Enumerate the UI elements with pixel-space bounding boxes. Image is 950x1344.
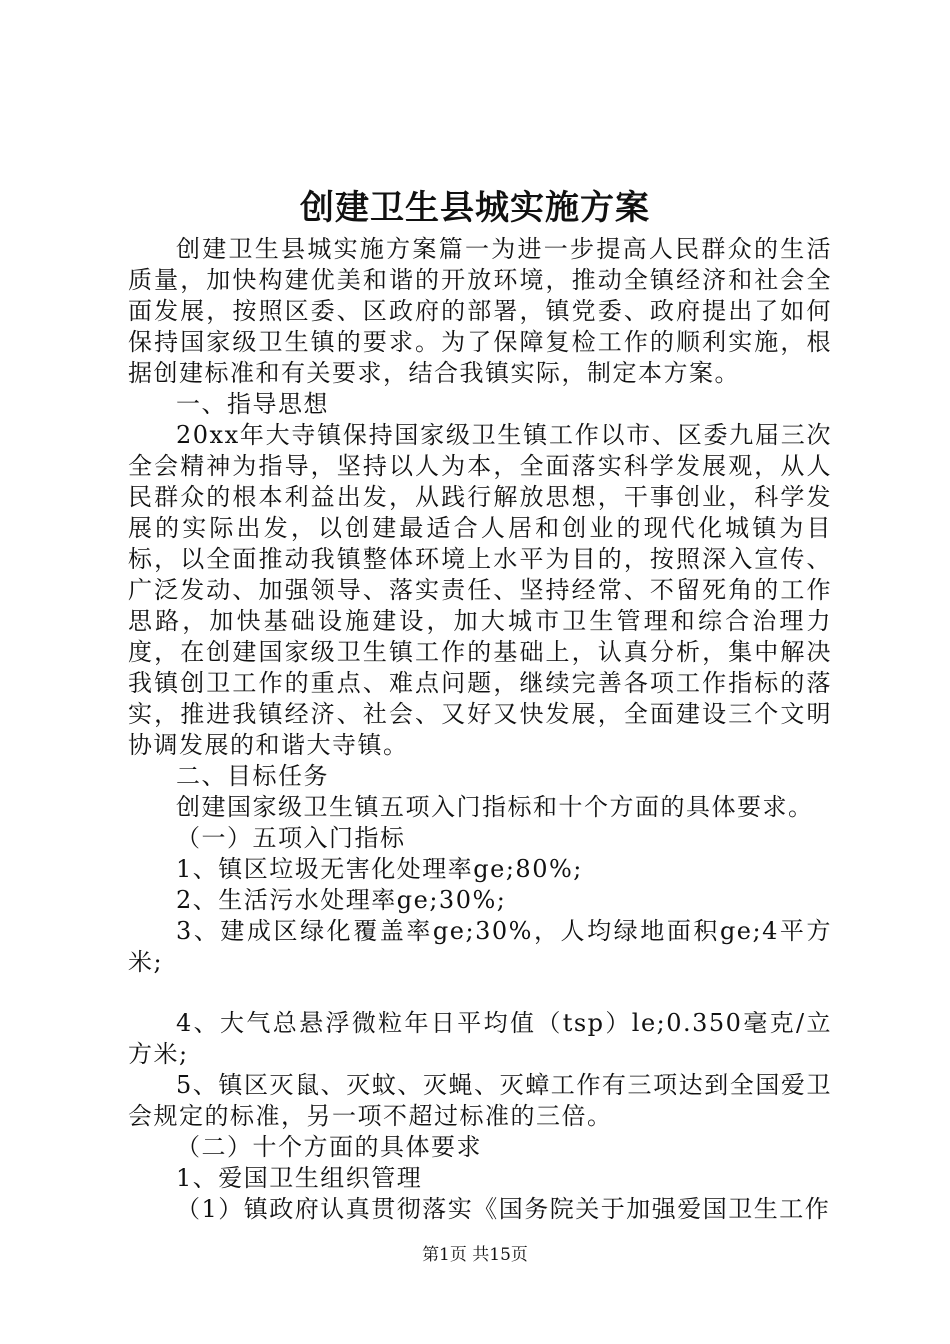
document-title: 创建卫生县城实施方案 xyxy=(300,188,650,228)
list-item-indicator-5: 5、镇区灭鼠、灭蚊、灭蝇、灭蟑工作有三项达到全国爱卫会规定的标准，另一项不超过标准的三倍。 xyxy=(128,1071,832,1130)
list-item-indicator-2: 2、生活污水处理率ge;30%; xyxy=(176,886,507,914)
paragraph-intro: 创建卫生县城实施方案篇一为进一步提高人民群众的生活质量，加快构建优美和谐的开放环境，推动全镇经济和社会全面发展，按照区委、区政府的部署，镇党委、政府提出了如何保持国家级卫生镇的要求。为了保障复检工作的顺利实施，根据创建标准和有关要求，结合我镇实际，制定本方案。 xyxy=(128,235,832,387)
paragraph-goals: 创建国家级卫生镇五项入门指标和十个方面的具体要求。 xyxy=(176,793,814,821)
list-item-indicator-3: 3、建成区绿化覆盖率ge;30%，人均绿地面积ge;4平方米; xyxy=(128,917,832,976)
page-footer: 第1页 共15页 xyxy=(422,1245,528,1265)
heading-ten-requirements: （二）十个方面的具体要求 xyxy=(176,1133,482,1161)
paragraph-guiding-ideology: 20xx年大寺镇保持国家级卫生镇工作以市、区委九届三次全会精神为指导，坚持以人为本，全面落实科学发展观，从人民群众的根本利益出发，从践行解放思想，干事创业，科学发展的实际出发，以创建最适合人居和创业的现代化城镇为目标，以全面推动我镇整体环境上水平为目的，按照深入宣传、广泛发动、加强领导、落实责任、坚持经常、不留死角的工作思路，加快基础设施建设，加大城市卫生管理和综合治理力度，在创建国家级卫生镇工作的基础上，认真分析，集中解决我镇创卫工作的重点、难点问题，继续完善各项工作指标的落实，推进我镇经济、社会、又好又快发展，全面建设三个文明协调发展的和谐大寺镇。 xyxy=(128,421,832,759)
heading-five-indicators: （一）五项入门指标 xyxy=(176,824,406,852)
list-item-indicator-1: 1、镇区垃圾无害化处理率ge;80%; xyxy=(176,855,583,883)
heading-patriotic-health: 1、爱国卫生组织管理 xyxy=(176,1164,423,1192)
list-item-indicator-4: 4、大气总悬浮微粒年日平均值（tsp）le;0.350毫克/立方米; xyxy=(128,1009,832,1068)
document-body xyxy=(128,234,832,1225)
heading-goals: 二、目标任务 xyxy=(176,762,329,790)
heading-guiding-ideology: 一、指导思想 xyxy=(176,390,329,418)
paragraph-patriotic-health-1: （1）镇政府认真贯彻落实《国务院关于加强爱国卫生工作 xyxy=(176,1195,831,1223)
